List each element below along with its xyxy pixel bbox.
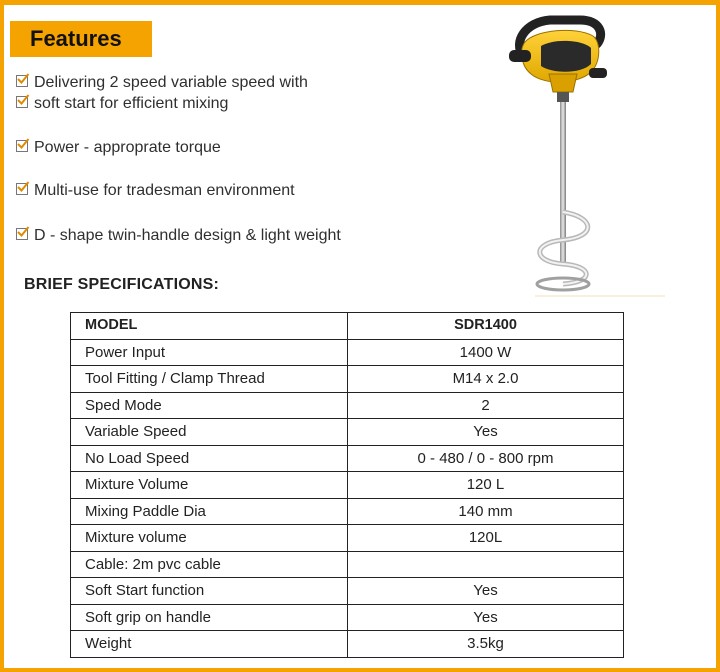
table-row [71,472,624,499]
feature-item [16,72,308,94]
header-label: MODEL [71,313,348,340]
header-value: SDR1400 [348,313,624,340]
spec-label: Soft Start function [71,578,348,605]
feature-item [16,225,341,247]
feature-item [16,93,228,115]
table-row [71,366,624,393]
checkbox-icon [16,183,28,195]
checkbox-icon [16,228,28,240]
spec-value: Yes [348,419,624,446]
table-row [71,631,624,658]
features-heading: Features [10,21,152,57]
spec-value: 3.5kg [348,631,624,658]
spec-label: Sped Mode [71,392,348,419]
table-header-row [71,313,624,340]
table-row [71,445,624,472]
spec-value: 120L [348,525,624,552]
spec-value: Yes [348,604,624,631]
table-row [71,604,624,631]
spec-value: 140 mm [348,498,624,525]
feature-text: Delivering 2 speed variable speed with [34,74,308,91]
table-row [71,498,624,525]
table-row [71,419,624,446]
spec-label: Weight [71,631,348,658]
table-row [71,525,624,552]
checkbox-icon [16,96,28,108]
table-row [71,339,624,366]
feature-text: Power - approprate torque [34,139,221,156]
spec-label: Cable: 2m pvc cable [71,551,348,578]
spec-value: 0 - 480 / 0 - 800 rpm [348,445,624,472]
spec-value: M14 x 2.0 [348,366,624,393]
spec-value [348,551,624,578]
specifications-title: BRIEF SPECIFICATIONS: [24,276,220,293]
paddle-mixer-image [505,12,670,302]
specifications-table [70,312,624,658]
spec-label: Variable Speed [71,419,348,446]
spec-label: Tool Fitting / Clamp Thread [71,366,348,393]
feature-text: soft start for efficient mixing [34,95,229,112]
spec-label: Soft grip on handle [71,604,348,631]
checkbox-icon [16,140,28,152]
spec-value: 1400 W [348,339,624,366]
feature-text: Multi-use for tradesman environment [34,182,295,199]
feature-item [16,180,295,202]
feature-text: D - shape twin-handle design & light weight [34,227,341,244]
spec-label: Power Input [71,339,348,366]
spec-value: Yes [348,578,624,605]
checkbox-icon [16,75,28,87]
feature-item [16,137,221,159]
table-row [71,392,624,419]
spec-label: No Load Speed [71,445,348,472]
spec-value: 120 L [348,472,624,499]
table-row [71,578,624,605]
spec-value: 2 [348,392,624,419]
spec-label: Mixing Paddle Dia [71,498,348,525]
spec-label: Mixture Volume [71,472,348,499]
spec-label: Mixture volume [71,525,348,552]
table-row [71,551,624,578]
